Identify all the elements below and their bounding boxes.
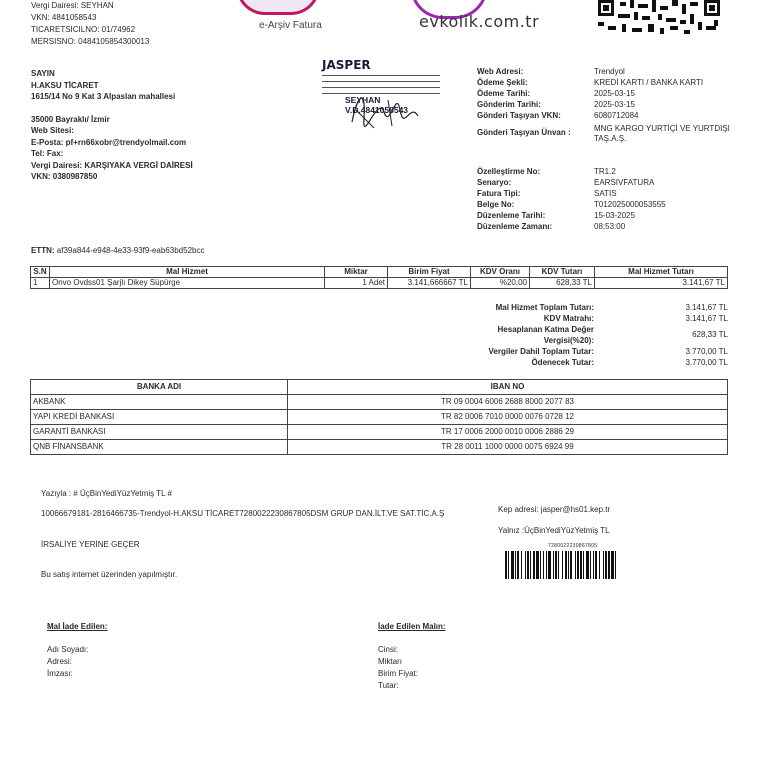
stamp-title: JASPER xyxy=(322,58,371,72)
col-header: Miktar xyxy=(325,267,388,278)
info-key: Web Adresi: xyxy=(477,67,524,76)
info-key: Özelleştirme No: xyxy=(477,167,541,176)
waybill-note: İRSALİYE YERİNE GEÇER xyxy=(41,540,140,549)
seller-vkn: VKN: 4841058543 xyxy=(31,13,97,22)
table-cell: 3.141,666667 TL xyxy=(388,278,471,289)
table-row xyxy=(31,425,728,440)
info-key: Ödeme Şekli: xyxy=(477,78,528,87)
totals-row xyxy=(440,302,728,313)
buyer-email: E-Posta: pf+rn66xobr@trendyolmail.com xyxy=(31,137,187,147)
table-cell: TR 09 0004 6006 2688 8000 2077 83 xyxy=(288,395,728,410)
info-value: SATIS xyxy=(594,189,617,198)
table-row xyxy=(31,395,728,410)
table-cell: 1 Adet xyxy=(325,278,388,289)
table-cell: 3.141,67 TL xyxy=(595,278,728,289)
info-key: Fatura Tipi: xyxy=(477,189,521,198)
seller-trade-registry: TICARETSICILNO: 01/74962 xyxy=(31,25,136,34)
col-header: IBAN NO xyxy=(288,380,728,395)
returned-field: Birim Fiyat: xyxy=(378,669,418,678)
gib-logo-icon xyxy=(236,0,320,15)
totals-key: Ödenecek Tutar: xyxy=(531,358,594,367)
buyer-name: H.AKSU TİCARET xyxy=(31,80,99,90)
col-header: KDV Oranı xyxy=(471,267,530,278)
barcode-icon xyxy=(505,551,661,579)
info-key: Gönderi Taşıyan VKN: xyxy=(477,111,561,120)
seller-mersis: MERSISNO: 0484105854300013 xyxy=(31,37,150,46)
returned-goods-title: İade Edilen Malın: xyxy=(378,622,446,631)
signature-icon xyxy=(344,82,424,132)
totals-row xyxy=(440,346,728,357)
table-row xyxy=(31,410,728,425)
ettn xyxy=(31,246,204,255)
info-key: Gönderi Taşıyan Ünvan : xyxy=(477,128,571,137)
table-cell: 628,33 TL xyxy=(530,278,595,289)
info-value: 08:53:00 xyxy=(594,222,626,231)
info-key: Senaryo: xyxy=(477,178,512,187)
table-cell: %20,00 xyxy=(471,278,530,289)
col-header: Mal Hizmet Tutarı xyxy=(595,267,728,278)
table-cell: TR 17 0006 2000 0010 0006 2886 29 xyxy=(288,425,728,440)
buyer-salutation: SAYIN xyxy=(31,69,55,78)
info-key: Düzenleme Zamanı: xyxy=(477,222,553,231)
items-header-row xyxy=(31,267,728,278)
info-value-cont: TAŞ.A.Ş. xyxy=(594,134,627,143)
returned-field: Miktarı xyxy=(378,657,402,666)
info-value: Trendyol xyxy=(594,67,625,76)
totals-value: 3.141,67 TL xyxy=(685,314,728,323)
banks-header-row xyxy=(31,380,728,395)
table-cell: 1 xyxy=(31,278,50,289)
table-cell: TR 28 0011 1000 0000 0075 6924 99 xyxy=(288,440,728,455)
info-key: Gönderim Tarihi: xyxy=(477,100,541,109)
document-type: e-Arşiv Fatura xyxy=(259,20,322,31)
table-cell: TR 82 0006 7010 0000 0076 0728 12 xyxy=(288,410,728,425)
amount-in-words-2: Yalnız :ÜçBinYediYüzYetmiş TL xyxy=(498,526,610,535)
barcode-number: 7280022230867805 xyxy=(548,543,598,549)
return-goods-title: Mal İade Edilen: xyxy=(47,622,108,631)
totals-value: 628,33 TL xyxy=(692,330,728,339)
info-value: KREDİ KARTI / BANKA KARTI xyxy=(594,78,704,87)
totals-key: KDV Matrahı: xyxy=(543,314,594,323)
col-header: Mal Hizmet xyxy=(50,267,325,278)
return-field: Adı Soyadı: xyxy=(47,645,89,654)
qr-code-icon xyxy=(598,0,722,36)
buyer-tel: Tel: Fax: xyxy=(31,149,64,158)
company-stamp xyxy=(322,58,442,132)
totals-value: 3.141,67 TL xyxy=(685,303,728,312)
return-field: İmzası: xyxy=(47,669,73,678)
totals-key: Mal Hizmet Toplam Tutarı: xyxy=(495,303,594,312)
table-cell: GARANTİ BANKASI xyxy=(31,425,288,440)
ettn-value: af39a844-e948-4e33-93f9-eab63bd52bcc xyxy=(56,246,205,255)
totals-value: 3.770,00 TL xyxy=(685,358,728,367)
totals-row xyxy=(440,313,728,324)
col-header: S.N xyxy=(31,267,50,278)
buyer-address-line2: 35000 Bayraklı/ İzmir xyxy=(31,114,110,124)
brand-logo-text: evkolik.com.tr xyxy=(419,12,540,31)
totals-block xyxy=(440,302,728,368)
returned-field: Cinsi: xyxy=(378,645,399,654)
buyer-vkn: VKN: 0380987850 xyxy=(31,172,98,181)
totals-key-cont: Vergisi(%20): xyxy=(543,336,594,345)
info-value: TR1.2 xyxy=(594,167,616,176)
returned-field: Tutar: xyxy=(378,681,399,690)
info-value: 2025-03-15 xyxy=(594,100,635,109)
info-key: Ödeme Tarihi: xyxy=(477,89,531,98)
info-value: 2025-03-15 xyxy=(594,89,635,98)
info-value: EARSIVFATURA xyxy=(594,178,655,187)
seller-tax-office: Vergi Dairesi: SEYHAN xyxy=(31,1,114,10)
items-table xyxy=(30,266,728,289)
buyer-tax-office: Vergi Dairesi: KARŞIYAKA VERGİ DAİRESİ xyxy=(31,160,193,170)
return-field: Adresi: xyxy=(47,657,72,666)
ettn-label: ETTN: xyxy=(31,246,55,255)
buyer-block xyxy=(31,68,193,183)
buyer-address-line1: 1615/14 No 9 Kat 3 Alpaslan mahallesi xyxy=(31,92,176,101)
totals-row xyxy=(440,324,728,346)
kep-address: Kep adresi: jasper@hs01.kep.tr xyxy=(498,505,611,514)
table-cell: QNB FİNANSBANK xyxy=(31,440,288,455)
amount-in-words: Yazıyla : # ÜçBinYediYüzYetmiş TL # xyxy=(41,489,172,498)
buyer-website: Web Sitesi: xyxy=(31,126,74,135)
col-header: BANKA ADI xyxy=(31,380,288,395)
totals-value: 3.770,00 TL xyxy=(685,347,728,356)
table-cell: AKBANK xyxy=(31,395,288,410)
table-cell: Onvo Ovdss01 Şarjlı Dikey Süpürge xyxy=(50,278,325,289)
info-value: MNG KARGO YURTİÇİ VE YURTDIŞI xyxy=(594,124,730,133)
info-key: Belge No: xyxy=(477,200,515,209)
banks-table xyxy=(30,379,728,455)
col-header: KDV Tutarı xyxy=(530,267,595,278)
info-value: 6080712084 xyxy=(594,111,639,120)
info-value: 15-03-2025 xyxy=(594,211,635,220)
table-cell: YAPI KREDİ BANKASI xyxy=(31,410,288,425)
internet-sale-note: Bu satış internet üzerinden yapılmıştır. xyxy=(41,570,178,579)
order-reference: 10066679181-2816466735-Trendyol-H.AKSU TİCARET7280022230867805DSM GRUP DAN.İLT.VE SAT.TİC.A.Ş xyxy=(41,509,445,518)
stamp-vkn: SEYHAN V.D.4841058543 xyxy=(345,95,409,115)
totals-key: Vergiler Dahil Toplam Tutar: xyxy=(488,347,594,356)
col-header: Birim Fiyat xyxy=(388,267,471,278)
table-row xyxy=(31,278,728,289)
info-value: T012025000053555 xyxy=(594,200,666,209)
info-key: Düzenleme Tarihi: xyxy=(477,211,546,220)
table-row xyxy=(31,440,728,455)
totals-row xyxy=(440,357,728,368)
totals-key: Hesaplanan Katma Değer xyxy=(497,325,594,334)
